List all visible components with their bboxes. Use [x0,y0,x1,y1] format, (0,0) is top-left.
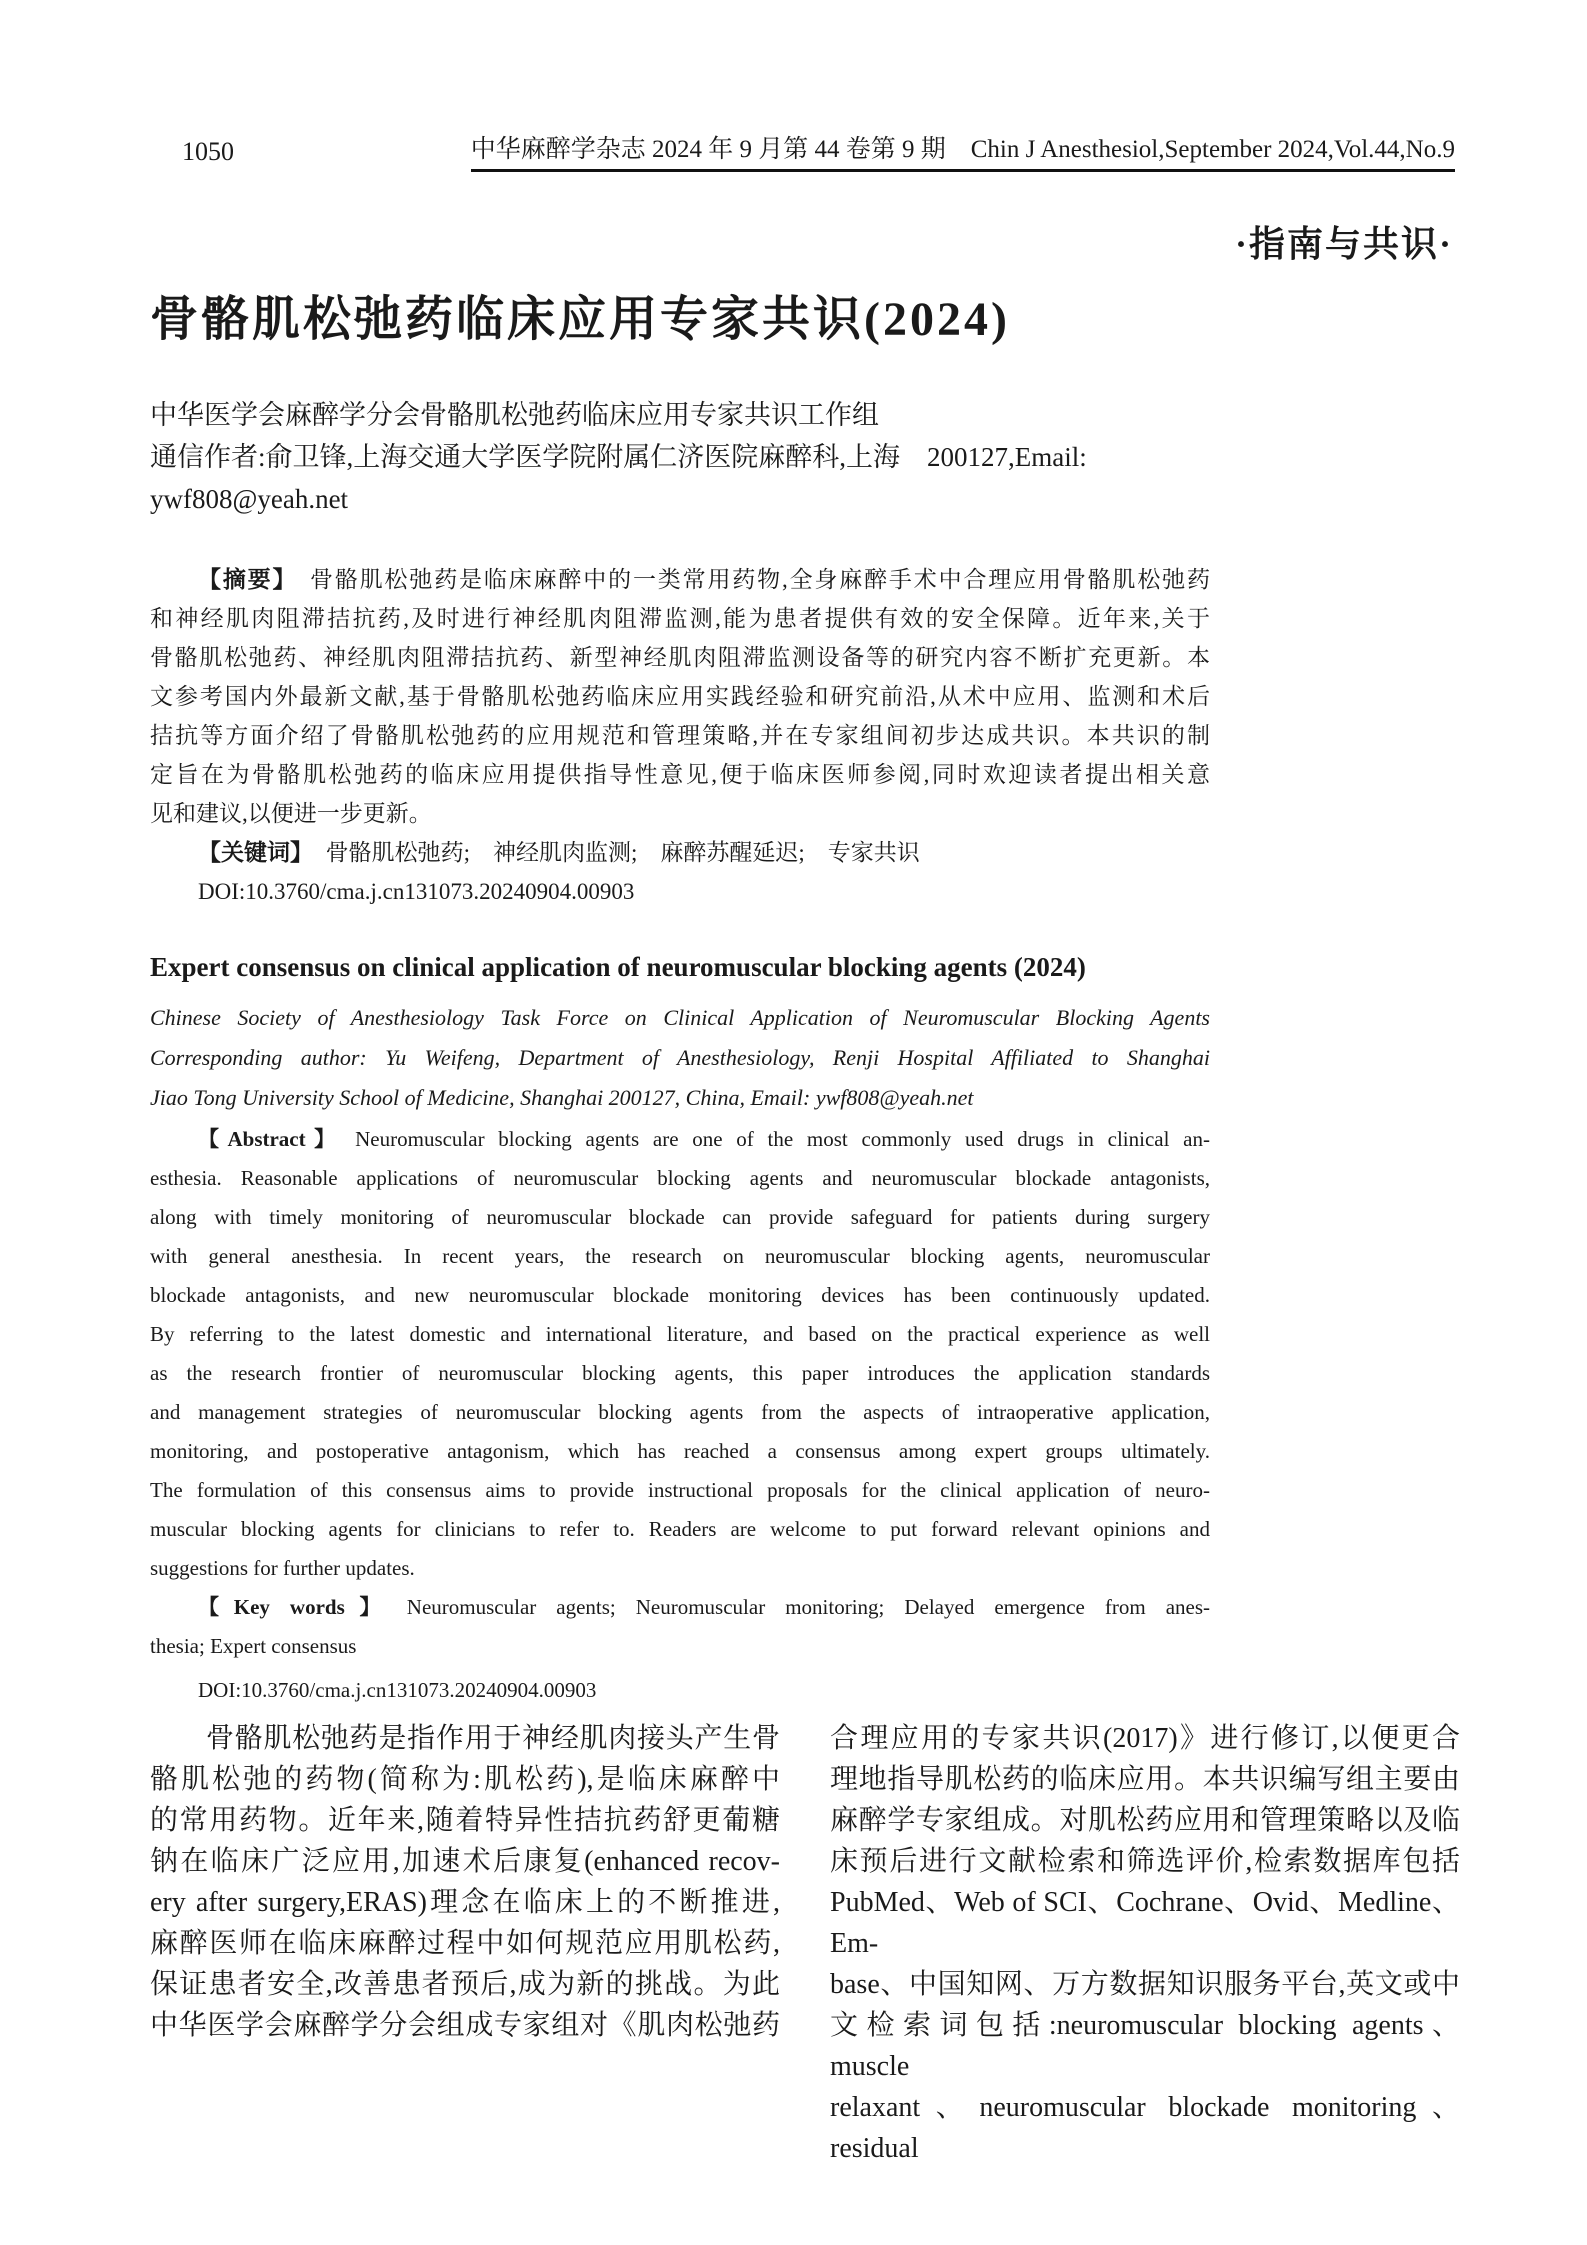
body-text-line: 中华医学会麻醉学分会组成专家组对《肌肉松弛药 [150,2010,780,2041]
abstract-line: 和神经肌肉阻滞拮抗药,及时进行神经肌肉阻滞监测,能为患者提供有效的安全保障。近年来,关于 [150,606,1210,631]
body-text-line: 合理应用的专家共识(2017)》进行修订,以便更合 [830,1723,1460,1754]
body-left-column [150,1718,780,2046]
english-abstract-line: muscular blocking agents for clinicians to refer to. Readers are welcome to put forward relevant opinions and [150,1517,1210,1541]
doi-line: DOI:10.3760/cma.j.cn131073.20240904.00903 [198,879,635,904]
keywords-text: 骨骼肌松弛药; 神经肌肉监测; 麻醉苏醒延迟; 专家共识 [325,840,920,865]
abstract-line: 定旨在为骨骼肌松弛药的临床应用提供指导性意见,便于临床医师参阅,同时欢迎读者提出相关意 [150,762,1210,787]
english-title: Expert consensus on clinical application of neuromuscular blocking agents (2024) [150,952,1086,982]
author-block [150,394,1330,520]
english-abstract-line: esthesia. Reasonable applications of neuromuscular blocking agents and neuromuscular blockade antagonists, [150,1166,1210,1190]
abstract-line: 文参考国内外最新文献,基于骨骼肌松弛药临床应用实践经验和研究前沿,从术中应用、监测和术后 [150,684,1210,709]
english-affiliation-line: Corresponding author: Yu Weifeng, Department of Anesthesiology, Renji Hospital Affiliated to Shanghai [150,1045,1210,1070]
english-affiliation-line: Chinese Society of Anesthesiology Task Force on Clinical Application of Neuromuscular Blocking Agents [150,1005,1210,1030]
chinese-abstract [150,560,1210,911]
body-text-line: PubMed、Web of SCI、Cochrane、Ovid、Medline、Em- [830,1887,1460,1959]
body-text-line: 床预后进行文献检索和筛选评价,检索数据库包括 [830,1846,1460,1877]
body-text-line: 麻醉医师在临床麻醉过程中如何规范应用肌松药, [150,1928,780,1959]
body-text-line: 骨骼肌松弛药是指作用于神经肌肉接头产生骨 [206,1723,780,1754]
english-abstract-line [150,1120,1210,1159]
english-abstract-text: Neuromuscular blocking agents are one of the most commonly used drugs in clinical an- [355,1127,1210,1151]
page-number: 1050 [182,137,234,166]
english-abstract-label: 【Abstract】 [198,1127,344,1151]
body-text-line: base、中国知网、万方数据知识服务平台,英文或中 [830,1969,1460,2000]
body-text-line: 钠在临床广泛应用,加速术后康复(enhanced recov- [150,1846,780,1877]
abstract-line [150,560,1210,599]
keywords-line [150,833,1210,872]
english-abstract-line: suggestions for further updates. [150,1556,415,1580]
english-keywords-label: 【Key words】 [198,1595,396,1619]
english-abstract-line: By referring to the latest domestic and international literature, and based on the practical experience as well [150,1322,1210,1346]
english-abstract-line: monitoring, and postoperative antagonism, which has reached a consensus among expert groups ultimately. [150,1439,1210,1463]
english-abstract-line: blockade antagonists, and new neuromuscular blockade monitoring devices has been continuously updated. [150,1283,1210,1307]
english-keywords-line [150,1588,1210,1627]
body-text-line: 保证患者安全,改善患者预后,成为新的挑战。为此 [150,1969,780,2000]
abstract-line: 见和建议,以便进一步更新。 [150,801,432,826]
abstract-label: 【摘要】 [198,567,298,592]
article-title: 骨骼肌松弛药临床应用专家共识(2024) [150,293,1010,346]
author-group: 中华医学会麻醉学分会骨骼肌松弛药临床应用专家共识工作组 [150,400,879,430]
journal-citation: 中华麻醉学杂志 2024 年 9 月第 44 卷第 9 期 Chin J Anesthesiol,September 2024,Vol.44,No.9 [471,136,1455,172]
english-abstract [150,1120,1210,1710]
abstract-line: 拮抗等方面介绍了骨骼肌松弛药的应用规范和管理策略,并在专家组间初步达成共识。本共识的制 [150,723,1210,748]
body-text-line: 麻醉学专家组成。对肌松药应用和管理策略以及临 [830,1805,1460,1836]
abstract-line: 骨骼肌松弛药、神经肌肉阻滞拮抗药、新型神经肌肉阻滞监测设备等的研究内容不断扩充更新。本 [150,645,1210,670]
body-text-line: 理地指导肌松药的临床应用。本共识编写组主要由 [830,1764,1460,1795]
english-keywords-text: Neuromuscular agents; Neuromuscular monitoring; Delayed emergence from anes- [406,1595,1210,1619]
body-text-line: 的常用药物。近年来,随着特异性拮抗药舒更葡糖 [150,1805,780,1836]
english-abstract-line: and management strategies of neuromuscular blocking agents from the aspects of intraoperative application, [150,1400,1210,1424]
corresponding-author: 通信作者:俞卫锋,上海交通大学医学院附属仁济医院麻醉科,上海 200127,Email: [150,442,1087,472]
english-abstract-line: as the research frontier of neuromuscular blocking agents, this paper introduces the application standards [150,1361,1210,1385]
section-label: ·指南与共识· [1234,224,1453,264]
body-text-line: relaxant、neuromuscular blockade monitoring、residual [830,2092,1460,2164]
english-block [150,952,1210,1710]
english-abstract-line: The formulation of this consensus aims to provide instructional proposals for the clinical application of neuro- [150,1478,1210,1502]
author-email: ywf808@yeah.net [150,484,349,514]
body-right-column [830,1718,1460,2169]
english-affiliation-line: Jiao Tong University School of Medicine, Shanghai 200127, China, Email: ywf808@yeah.net [150,1085,974,1110]
body-text-line: 骼肌松弛的药物(简称为:肌松药),是临床麻醉中 [150,1764,780,1795]
abstract-text: 骨骼肌松弛药是临床麻醉中的一类常用药物,全身麻醉手术中合理应用骨骼肌松弛药 [310,567,1211,592]
keywords-label: 【关键词】 [198,840,313,865]
english-abstract-line: along with timely monitoring of neuromuscular blockade can provide safeguard for patients during surgery [150,1205,1210,1229]
english-doi-line: DOI:10.3760/cma.j.cn131073.20240904.00903 [198,1678,597,1702]
english-keywords-line: thesia; Expert consensus [150,1634,357,1658]
body-text-line: ery after surgery,ERAS)理念在临床上的不断推进, [150,1887,780,1918]
body-text-line: 文检索词包括:neuromuscular blocking agents、muscle [830,2010,1460,2082]
english-abstract-line: with general anesthesia. In recent years, the research on neuromuscular blocking agents, neuromuscular [150,1244,1210,1268]
